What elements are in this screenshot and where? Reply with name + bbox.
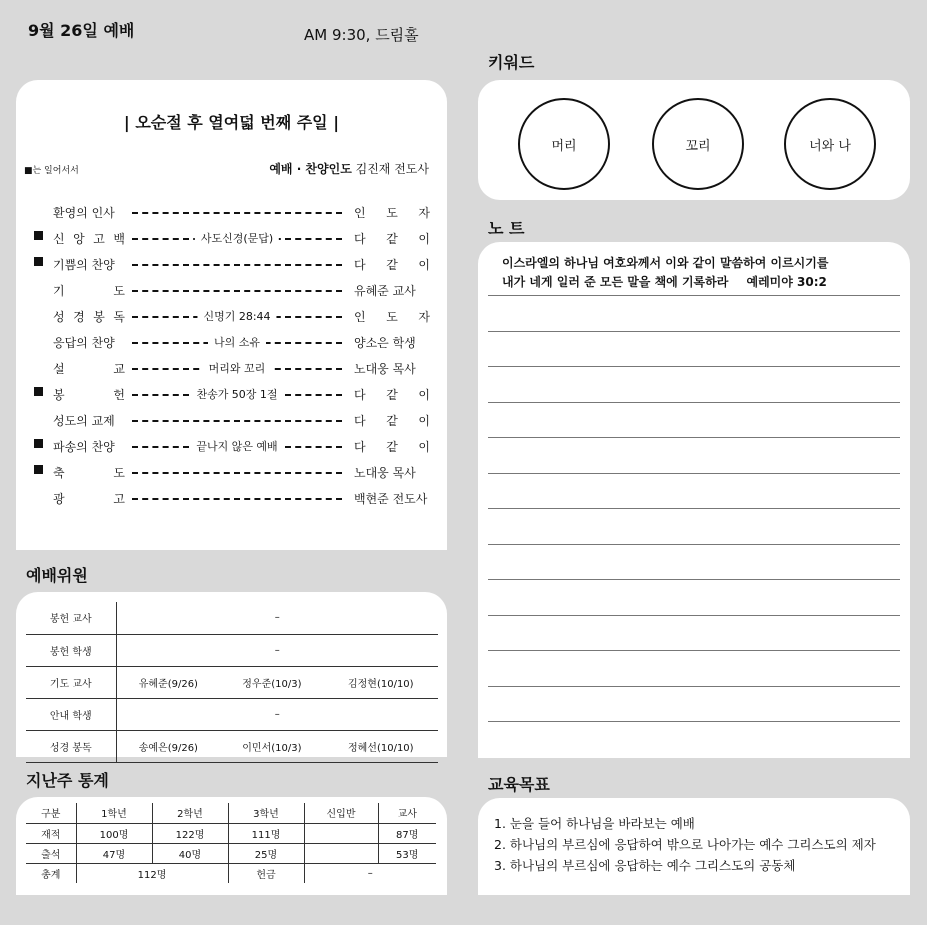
keyword-circle-2: 꼬리 (652, 98, 744, 190)
staff-value: – (116, 698, 438, 730)
dashed-leader (132, 230, 342, 246)
staff-role: 성경 봉독 (26, 730, 116, 762)
dashed-leader (132, 386, 342, 402)
order-item-leader: 양소은 학생 (354, 336, 416, 350)
staff-row (26, 634, 438, 666)
order-item-detail: 찬송가 50장 1절 (190, 386, 283, 402)
stats-cell: 122명 (152, 823, 228, 843)
stats-heading: 지난주 통계 (26, 771, 109, 790)
stand-marker (34, 387, 43, 396)
note-rule-line (488, 615, 900, 616)
keywords-heading: 키워드 (488, 53, 535, 72)
order-item-leader: 유혜준 교사 (354, 284, 416, 298)
worship-leader (269, 160, 429, 177)
stats-cell: 40명 (152, 843, 228, 863)
notes-card (478, 242, 910, 758)
staff-role: 기도 교사 (26, 666, 116, 698)
note-rule-line (488, 437, 900, 438)
stats-header-cell: 1학년 (76, 803, 152, 823)
staff-card (16, 592, 447, 757)
order-row (16, 282, 446, 302)
dashed-leader (132, 490, 342, 506)
staff-value: 정혜선(10/10) (324, 730, 438, 762)
stats-header-cell: 3학년 (228, 803, 304, 823)
order-item-name: 파송의 찬양 (53, 440, 115, 454)
keyword-circle-3: 너와 나 (784, 98, 876, 190)
staff-row (26, 666, 438, 698)
dashed-leader (132, 256, 342, 272)
dashed-leader (132, 438, 342, 454)
order-item-name: 환영의 인사 (53, 206, 115, 220)
dashed-leader (132, 464, 342, 480)
note-rule-line (488, 650, 900, 651)
notes-heading: 노 트 (488, 219, 525, 238)
stats-table (26, 803, 436, 883)
staff-role: 안내 학생 (26, 698, 116, 730)
goal-item-2: 2. 하나님의 부르심에 응답하여 밖으로 나아가는 예수 그리스도의 제자 (494, 837, 876, 852)
order-item-name: 성도의 교제 (53, 414, 115, 428)
stats-header-cell: 구분 (26, 803, 76, 823)
note-rule-line (488, 721, 900, 722)
stats-row (26, 863, 436, 883)
note-rule-line (488, 473, 900, 474)
staff-row (26, 730, 438, 762)
leader-name: 김진재 전도사 (355, 162, 429, 176)
staff-table (26, 602, 438, 763)
stats-row (26, 803, 436, 823)
order-row (16, 386, 446, 406)
stats-cell: 47명 (76, 843, 152, 863)
order-row (16, 490, 446, 510)
order-title: | 오순절 후 열여덟 번째 주일 | (123, 113, 340, 132)
order-item-name: 봉 헌 (53, 388, 125, 402)
staff-row (26, 602, 438, 634)
order-item-detail: 머리와 꼬리 (203, 360, 272, 376)
dashed-leader (132, 360, 342, 376)
goal-item-1: 1. 눈을 들어 하나님을 바라보는 예배 (494, 816, 695, 831)
staff-heading: 예배위원 (26, 566, 88, 585)
dashed-leader (132, 282, 342, 298)
order-item-name: 광 고 (53, 492, 125, 506)
stats-cell: 출석 (26, 843, 76, 863)
order-row (16, 204, 446, 224)
stats-row (26, 843, 436, 863)
stats-header-cell: 2학년 (152, 803, 228, 823)
dashed-leader (132, 308, 342, 324)
note-rule-line (488, 508, 900, 509)
order-item-leader: 다 같 이 (354, 414, 430, 428)
stats-cell: 재적 (26, 823, 76, 843)
keywords-card (478, 80, 910, 200)
order-item-leader: 다 같 이 (354, 258, 430, 272)
stand-marker (34, 439, 43, 448)
staff-role: 봉헌 학생 (26, 634, 116, 666)
order-item-detail: 끝나지 않은 예배 (190, 438, 283, 454)
order-row (16, 464, 446, 484)
service-time-place: AM 9:30, 드림홀 (304, 26, 419, 44)
verse-line-2 (502, 273, 828, 292)
stand-note: ■는 일어서서 (24, 166, 79, 176)
stats-header-cell: 신입반 (304, 803, 378, 823)
stats-cell: 111명 (228, 823, 304, 843)
staff-value: 김정현(10/10) (324, 666, 438, 698)
stand-marker (34, 465, 43, 474)
staff-value: 정우준(10/3) (220, 666, 323, 698)
order-item-leader: 인 도 자 (354, 310, 430, 324)
stats-offering-value: – (304, 863, 436, 883)
order-row (16, 412, 446, 432)
order-item-leader: 노대웅 목사 (354, 466, 416, 480)
order-item-name: 신 앙 고 백 (53, 232, 125, 246)
stats-total-value: 112명 (76, 863, 228, 883)
staff-value: 이민서(10/3) (220, 730, 323, 762)
order-item-name: 응답의 찬양 (53, 336, 115, 350)
service-date-title: 9월 26일 예배 (28, 21, 135, 40)
order-item-name: 기쁨의 찬양 (53, 258, 115, 272)
order-item-leader: 다 같 이 (354, 232, 430, 246)
staff-value: – (116, 602, 438, 634)
leader-label: 예배 · 찬양인도 (269, 162, 352, 176)
staff-value: 송예은(9/26) (116, 730, 220, 762)
staff-row (26, 698, 438, 730)
note-rule-line (488, 331, 900, 332)
order-item-detail: 신명기 28:44 (197, 308, 276, 324)
order-row (16, 230, 446, 250)
order-item-leader: 백현준 전도사 (354, 492, 428, 506)
order-row (16, 360, 446, 380)
order-item-leader: 다 같 이 (354, 388, 430, 402)
keyword-circle-1: 머리 (518, 98, 610, 190)
note-rule-line (488, 544, 900, 545)
order-item-name: 성 경 봉 독 (53, 310, 125, 324)
note-rule-line (488, 366, 900, 367)
order-item-detail: 사도신경(문답) (195, 230, 279, 246)
order-item-leader: 인 도 자 (354, 206, 430, 220)
stats-header-cell: 교사 (378, 803, 436, 823)
order-of-service-card (16, 80, 447, 550)
verse-line-1: 이스라엘의 하나님 여호와께서 이와 같이 말씀하여 이르시기를 (502, 256, 829, 270)
stats-card (16, 797, 447, 895)
dashed-leader (132, 412, 342, 428)
staff-role: 봉헌 교사 (26, 602, 116, 634)
goals-heading: 교육목표 (488, 775, 550, 794)
order-item-name: 축 도 (53, 466, 125, 480)
note-rule-line (488, 686, 900, 687)
order-row (16, 438, 446, 458)
dashed-leader (132, 334, 342, 350)
order-item-name: 기 도 (53, 284, 125, 298)
order-item-detail: 나의 소유 (208, 334, 266, 350)
stand-marker (34, 257, 43, 266)
stats-cell (304, 843, 378, 863)
verse-reference: 예레미야 30:2 (746, 275, 827, 289)
stats-cell (304, 823, 378, 843)
staff-value: – (116, 634, 438, 666)
stats-cell: 53명 (378, 843, 436, 863)
stats-cell: 25명 (228, 843, 304, 863)
stats-total-label: 총계 (26, 863, 76, 883)
staff-value: 유혜준(9/26) (116, 666, 220, 698)
order-row (16, 256, 446, 276)
goal-item-3: 3. 하나님의 부르심에 응답하는 예수 그리스도의 공동체 (494, 858, 796, 873)
note-rule-line (488, 579, 900, 580)
goals-card (478, 798, 910, 895)
stats-cell: 100명 (76, 823, 152, 843)
order-row (16, 308, 446, 328)
stats-row (26, 823, 436, 843)
order-item-name: 설 교 (53, 362, 125, 376)
order-row (16, 334, 446, 354)
stand-marker (34, 231, 43, 240)
verse-line-2-text: 내가 네게 일러 준 모든 말을 책에 기록하라 (502, 275, 729, 289)
dashed-leader (132, 204, 342, 220)
note-rule-line (488, 402, 900, 403)
bible-verse (502, 254, 828, 292)
stats-offering-label: 헌금 (228, 863, 304, 883)
stats-cell: 87명 (378, 823, 436, 843)
note-rule-line (488, 295, 900, 296)
order-item-leader: 노대웅 목사 (354, 362, 416, 376)
order-item-leader: 다 같 이 (354, 440, 430, 454)
